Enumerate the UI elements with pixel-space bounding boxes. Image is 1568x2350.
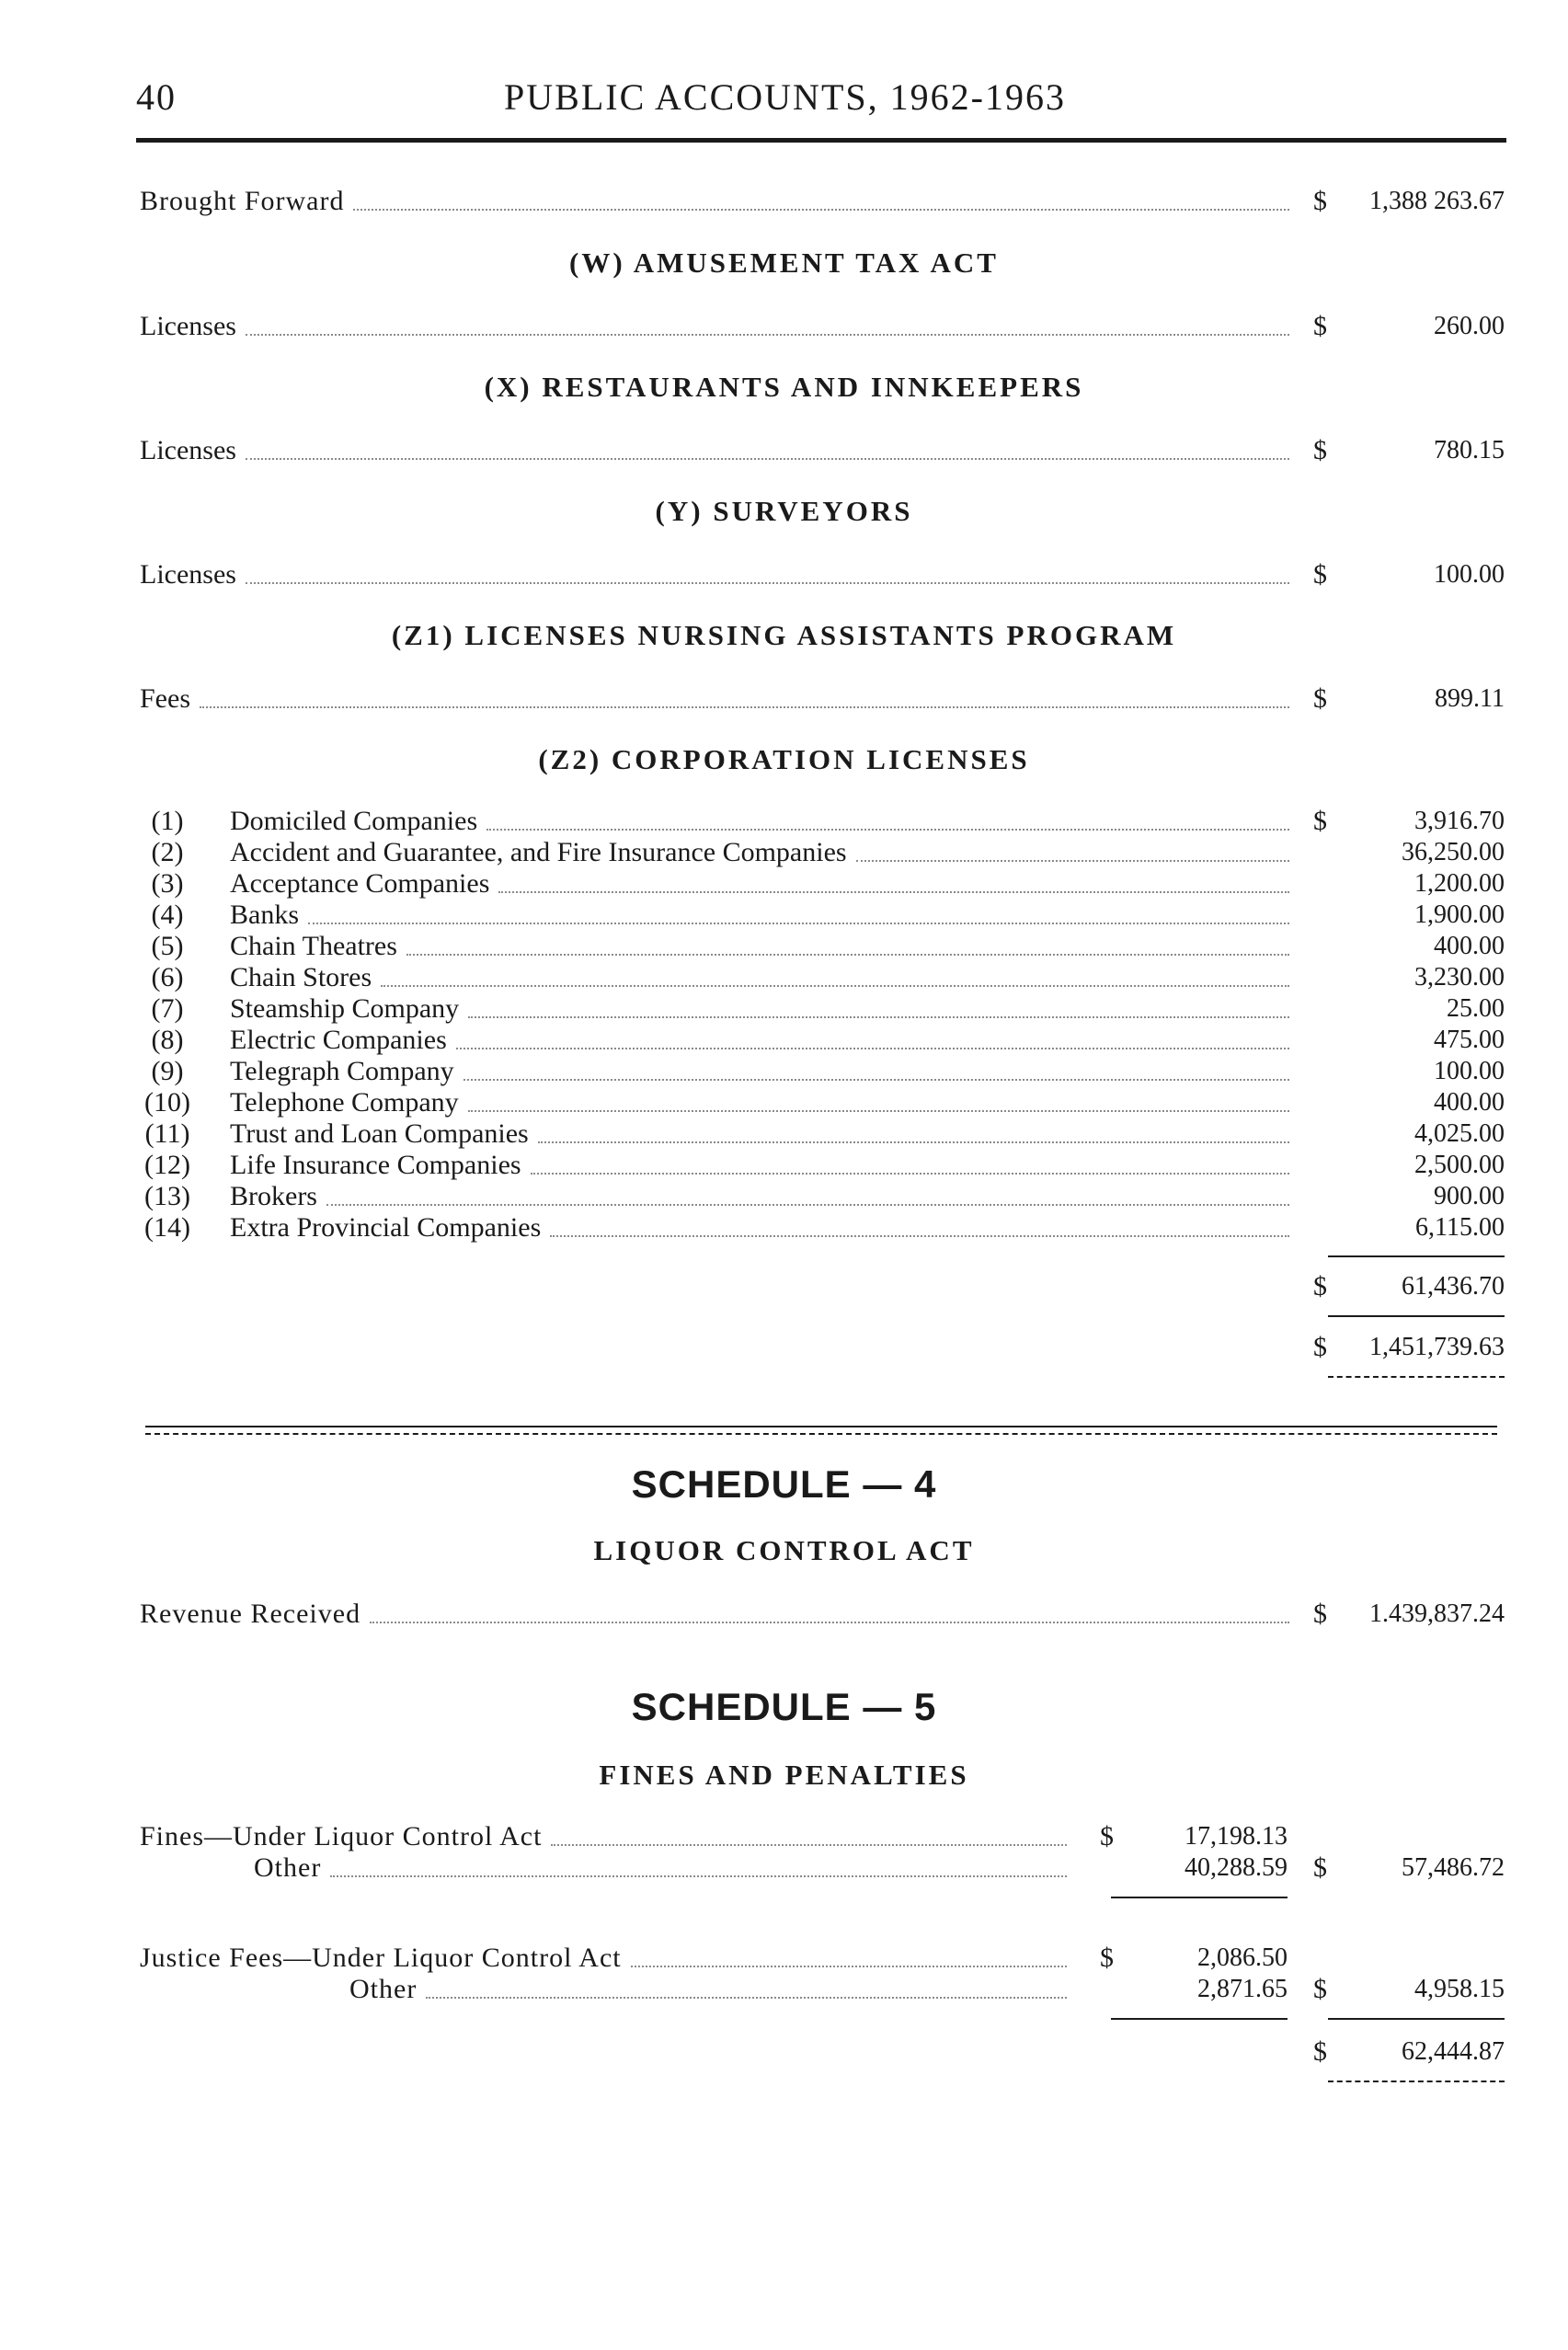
item-label: Life Insurance Companies [230, 1150, 521, 1180]
section-x-amount: 780.15 [1434, 436, 1505, 464]
item-label: Extra Provincial Companies [230, 1212, 542, 1243]
leader-dots [406, 954, 1289, 956]
leader-dots [538, 1141, 1289, 1143]
schedule-4-title: SCHEDULE — 4 [631, 1462, 937, 1506]
section-w-row [140, 309, 1289, 344]
list-item [230, 929, 1289, 964]
currency-symbol: $ [1313, 1974, 1327, 2004]
item-label: Banks [230, 900, 299, 930]
fines-amount: 17,198.13 [1185, 1822, 1288, 1851]
section-divider [145, 1426, 1497, 1427]
currency-symbol: $ [1313, 559, 1327, 590]
item-amount: 3,916.70 [1414, 807, 1505, 835]
leader-dots [426, 1997, 1067, 1999]
item-number: (7) [151, 993, 184, 1024]
section-z1-label: Fees [140, 683, 190, 714]
section-x-row [140, 433, 1289, 468]
item-amount: 1,200.00 [1414, 869, 1505, 898]
item-number: (8) [151, 1025, 184, 1055]
currency-symbol: $ [1313, 435, 1327, 465]
currency-symbol: $ [1100, 1821, 1114, 1851]
underline [1111, 1897, 1288, 1898]
list-item [230, 898, 1289, 933]
leader-dots [498, 891, 1289, 893]
fines-total-amount: 57,486.72 [1402, 1853, 1505, 1882]
leader-dots [631, 1966, 1067, 1967]
justice-fees-amount: 2,086.50 [1197, 1943, 1288, 1972]
item-label: Steamship Company [230, 993, 460, 1024]
item-label: Acceptance Companies [230, 868, 490, 899]
page-number: 40 [136, 76, 177, 118]
item-amount: 100.00 [1434, 1057, 1505, 1085]
item-label: Brokers [230, 1181, 317, 1211]
fines-other-amount: 40,288.59 [1185, 1853, 1288, 1882]
brought-forward-amount: 1,388 263.67 [1369, 187, 1505, 215]
list-item [230, 1148, 1289, 1183]
leader-dots [200, 706, 1289, 708]
currency-symbol: $ [1313, 2036, 1327, 2067]
justice-fees-row [140, 1941, 1067, 1976]
list-item [230, 1085, 1289, 1120]
leader-dots [551, 1844, 1067, 1846]
list-item [230, 866, 1289, 901]
section-w-amount: 260.00 [1434, 312, 1505, 340]
underline [1328, 2018, 1505, 2020]
item-number: (3) [151, 868, 184, 899]
item-number: (12) [144, 1150, 190, 1180]
currency-symbol: $ [1313, 683, 1327, 714]
list-item [230, 1054, 1289, 1089]
grand-total-amount: 1,451,739.63 [1369, 1333, 1505, 1361]
revenue-label: Revenue Received [140, 1599, 361, 1629]
currency-symbol: $ [1313, 1271, 1327, 1301]
underline [1328, 1315, 1505, 1317]
leader-dots [370, 1622, 1289, 1623]
page-title: PUBLIC ACCOUNTS, 1962-1963 [504, 76, 1066, 118]
item-number: (6) [151, 962, 184, 992]
item-amount: 6,115.00 [1415, 1213, 1505, 1242]
schedule-5-subtitle: FINES AND PENALTIES [599, 1759, 969, 1791]
section-z1-row [140, 682, 1289, 716]
item-number: (10) [144, 1087, 190, 1118]
list-item [230, 1210, 1289, 1245]
item-label: Accident and Guarantee, and Fire Insurance Companies [230, 837, 847, 867]
item-number: (13) [144, 1181, 190, 1211]
section-y-label: Licenses [140, 559, 236, 590]
leader-dots [308, 923, 1289, 924]
section-x-label: Licenses [140, 435, 236, 465]
item-label: Telegraph Company [230, 1056, 454, 1086]
item-amount: 475.00 [1434, 1026, 1505, 1054]
currency-symbol: $ [1313, 806, 1327, 836]
fines-other-label: Other [254, 1852, 322, 1883]
leader-dots [856, 860, 1289, 862]
leader-dots [246, 458, 1289, 460]
schedule-5-title: SCHEDULE — 5 [631, 1685, 937, 1728]
justice-other-label: Other [349, 1974, 418, 2004]
list-item [230, 1179, 1289, 1214]
item-number: (2) [151, 837, 184, 867]
item-number: (9) [151, 1056, 184, 1086]
currency-symbol: $ [1313, 1599, 1327, 1629]
list-item [230, 960, 1289, 995]
leader-dots [531, 1173, 1289, 1175]
list-item [230, 804, 1289, 839]
section-heading-z1: (Z1) LICENSES NURSING ASSISTANTS PROGRAM [391, 619, 1177, 651]
item-label: Trust and Loan Companies [230, 1118, 529, 1149]
fines-label: Fines—Under Liquor Control Act [140, 1821, 543, 1851]
justice-total-amount: 4,958.15 [1414, 1975, 1505, 2003]
leader-dots [468, 1110, 1289, 1112]
schedule-5-grand-total: 62,444.87 [1402, 2037, 1505, 2066]
section-heading-y: (Y) SURVEYORS [655, 495, 913, 527]
fines-row [140, 1819, 1067, 1854]
list-item [230, 835, 1289, 870]
item-amount: 900.00 [1434, 1182, 1505, 1210]
item-amount: 400.00 [1434, 932, 1505, 960]
underline [1111, 2018, 1288, 2020]
item-amount: 4,025.00 [1414, 1119, 1505, 1148]
item-number: (4) [151, 900, 184, 930]
leader-dots [353, 209, 1289, 211]
item-label: Telephone Company [230, 1087, 459, 1118]
item-amount: 2,500.00 [1414, 1151, 1505, 1179]
revenue-amount: 1.439,837.24 [1369, 1599, 1505, 1628]
item-label: Chain Theatres [230, 931, 397, 961]
section-heading-w: (W) AMUSEMENT TAX ACT [569, 246, 999, 279]
leader-dots [330, 1875, 1067, 1877]
justice-other-row [349, 1972, 1067, 2007]
item-label: Domiciled Companies [230, 806, 478, 836]
leader-dots [464, 1079, 1289, 1081]
leader-dots [381, 985, 1289, 987]
currency-symbol: $ [1100, 1943, 1114, 1973]
double-underline [1328, 1376, 1505, 1378]
section-y-amount: 100.00 [1434, 560, 1505, 589]
header-rule [136, 138, 1506, 143]
list-item [230, 992, 1289, 1026]
item-amount: 1,900.00 [1414, 900, 1505, 929]
item-number: (14) [144, 1212, 190, 1243]
item-label: Chain Stores [230, 962, 372, 992]
leader-dots [486, 829, 1289, 831]
section-w-label: Licenses [140, 311, 236, 341]
leader-dots [456, 1048, 1289, 1049]
justice-fees-label: Justice Fees—Under Liquor Control Act [140, 1943, 622, 1973]
brought-forward-row [140, 184, 1289, 219]
justice-other-amount: 2,871.65 [1197, 1975, 1288, 2003]
section-heading-x: (X) RESTAURANTS AND INNKEEPERS [484, 371, 1084, 403]
currency-symbol: $ [1313, 1852, 1327, 1883]
schedule-4-subtitle: LIQUOR CONTROL ACT [593, 1534, 975, 1566]
section-z1-amount: 899.11 [1435, 684, 1505, 713]
section-heading-z2: (Z2) CORPORATION LICENSES [538, 743, 1030, 775]
item-number: (5) [151, 931, 184, 961]
leader-dots [468, 1016, 1289, 1018]
fines-other-row [254, 1851, 1067, 1886]
section-divider [145, 1433, 1497, 1435]
leader-dots [246, 582, 1289, 584]
subtotal-amount: 61,436.70 [1402, 1272, 1505, 1301]
item-number: (1) [151, 806, 184, 836]
leader-dots [246, 334, 1289, 336]
brought-forward-label: Brought Forward [140, 186, 345, 216]
item-label: Electric Companies [230, 1025, 447, 1055]
list-item [230, 1023, 1289, 1058]
list-item [230, 1117, 1289, 1152]
currency-symbol: $ [1313, 1332, 1327, 1362]
item-number: (11) [144, 1118, 190, 1149]
currency-symbol: $ [1313, 186, 1327, 216]
double-underline [1328, 2081, 1505, 2082]
item-amount: 36,250.00 [1402, 838, 1505, 866]
item-amount: 3,230.00 [1414, 963, 1505, 992]
underline [1328, 1255, 1505, 1257]
leader-dots [326, 1204, 1289, 1206]
item-amount: 25.00 [1447, 994, 1505, 1023]
currency-symbol: $ [1313, 311, 1327, 341]
section-y-row [140, 557, 1289, 592]
item-amount: 400.00 [1434, 1088, 1505, 1117]
leader-dots [550, 1235, 1289, 1237]
revenue-row [140, 1597, 1289, 1632]
